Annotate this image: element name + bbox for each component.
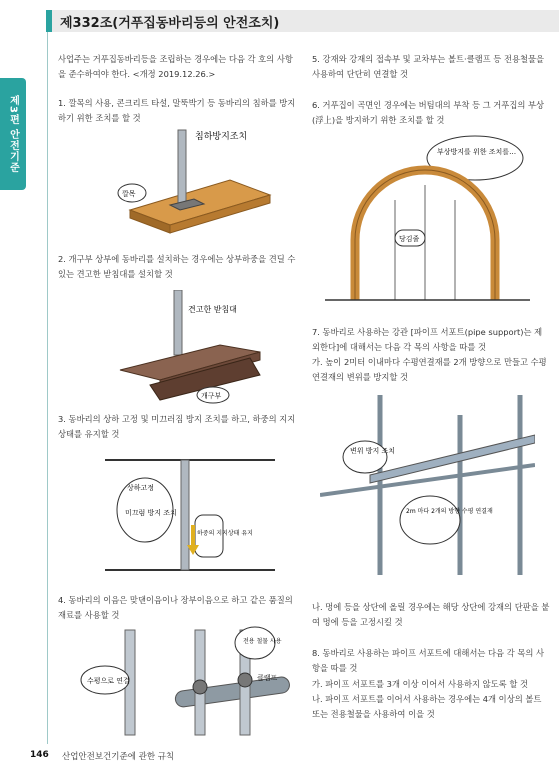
illustration-joints: [75, 625, 295, 740]
item-7a: 가. 높이 2미터 이내마다 수평연결재를 2개 방향으로 만들고 수평연결재의 변위를 방지할 것: [312, 357, 547, 382]
item-4: 4. 동바리의 이음은 맞댄이음이나 장부이음으로 하고 같은 품질의 재료를 사용할 것: [58, 595, 293, 620]
illustration-sleeper: [110, 125, 280, 235]
intro-text: 사업주는 거푸집동바리등을 조립하는 경우에는 다음 각 호의 사항을 준수하여야 한다. <개정 2019.12.26.>: [58, 54, 293, 79]
item-3: 3. 동바리의 상하 고정 및 미끄러짐 방지 조치를 하고, 하중의 지지상태를 유지할 것: [58, 414, 296, 439]
item-7: 7. 동바리로 사용하는 강관 [파이프 서포트(pipe support)는 제외한다]에 대해서는 다음 각 목의 사항을 따를 것: [312, 327, 543, 352]
label-load-support: 하중의 지지상태 유지: [197, 530, 253, 537]
item-7b: 나. 멍에 등을 상단에 올릴 경우에는 해당 상단에 강재의 단판을 붙여 멍에 등을 고정시킬 것: [312, 602, 550, 627]
item-2: 2. 개구부 상부에 동바리를 설치하는 경우에는 상부하중을 견딜 수 있는 견고한 받침대를 설치할 것: [58, 254, 296, 279]
margin-line: [47, 32, 48, 744]
label-brace: 당김줄: [399, 235, 420, 243]
label-anti-slip: 미끄럼 방지 조치: [125, 509, 177, 517]
illustration-steel-support: [110, 290, 280, 405]
page-number: 146: [30, 750, 49, 760]
label-opening: 개구부: [201, 392, 222, 400]
illustration-curved-form: [325, 130, 530, 310]
label-sturdy-support: 견고한 받침대: [188, 305, 237, 314]
label-prevent-sink: 침하방지조치: [195, 132, 248, 142]
label-clamp: 클램프: [257, 674, 278, 682]
page-title: 제332조(거푸집동바리등의 안전조치): [60, 16, 280, 31]
label-lift-prevent: 부상방지를 위한 조치를…: [437, 148, 517, 156]
item-1: 1. 깔목의 사용, 콘크리트 타설, 말뚝박기 등 동바리의 침하를 방지하기 위한 조치를 할 것: [58, 98, 296, 123]
label-butt-joint: 수평으로 연결: [87, 677, 130, 685]
item-8b: 나. 파이프 서포트를 이어서 사용하는 경우에는 4개 이상의 볼트 또는 전용철물을 사용하여 이을 것: [312, 694, 542, 719]
label-displacement: 변위 방지 조치: [350, 447, 396, 455]
side-tab[interactable]: 제3편 안전기준: [0, 78, 26, 190]
illustration-scaffold: [320, 395, 535, 580]
item-8a: 가. 파이프 서포트를 3개 이상 이어서 사용하지 않도록 할 것: [312, 679, 528, 689]
label-horizontal-tie: 2m 마다 2개의 방향 수평 연결재: [406, 508, 493, 515]
item-5: 5. 강재와 강재의 접속부 및 교차부는 볼트·클램프 등 전용철물을 사용하여 단단히 연결할 것: [312, 54, 545, 79]
label-dedicated: 전용 철물 사용: [243, 638, 282, 645]
footer-text: 산업안전보건기준에 관한 규칙: [62, 752, 175, 762]
label-sleeper: 깔목: [122, 190, 136, 198]
item-8: 8. 동바리로 사용하는 파이프 서포트에 대해서는 다음 각 목의 사항을 따를 것: [312, 648, 545, 673]
item-6: 6. 거푸집이 곡면인 경우에는 버팀대의 부착 등 그 거푸집의 부상(浮上)을 방지하기 위한 조치를 할 것: [312, 100, 545, 125]
label-fix: 상하고정: [127, 484, 155, 492]
title-accent: [46, 10, 52, 32]
illustration-top-bottom-fix: [95, 445, 285, 585]
